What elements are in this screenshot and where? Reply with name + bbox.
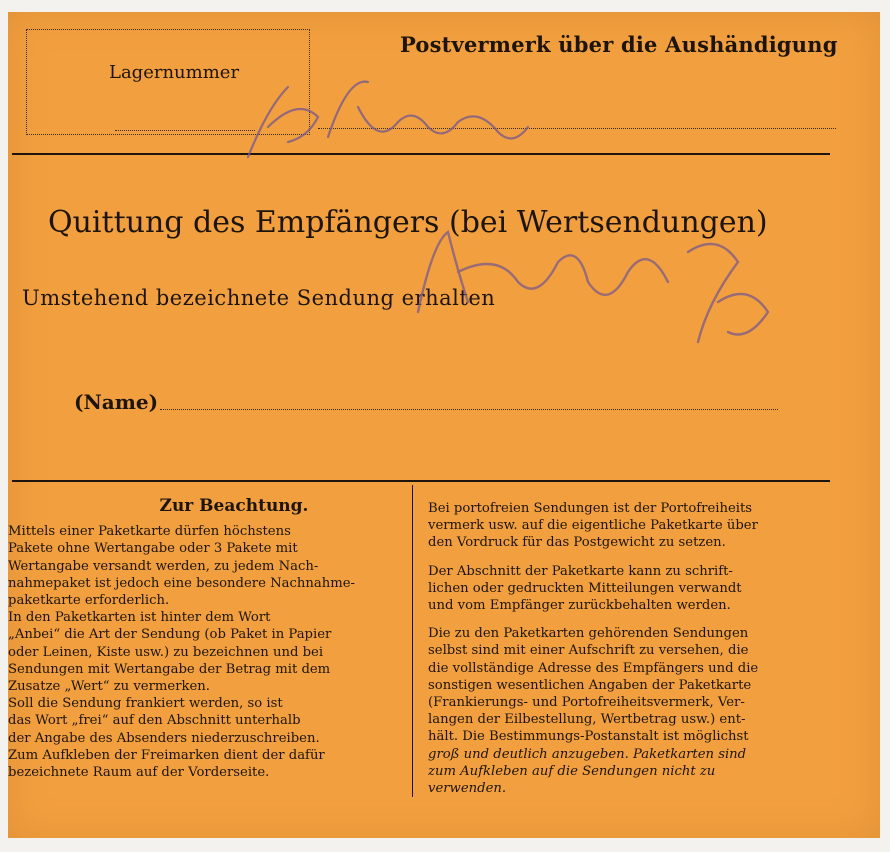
instruction-line: Pakete ohne Wertangabe oder 3 Pakete mit <box>8 541 298 557</box>
name-label: (Name) <box>74 390 159 414</box>
instruction-line: der Angabe des Absenders niederzuschreiben. <box>8 730 320 746</box>
receipt-statement: Umstehend bezeichnete Sendung erhalten <box>22 286 496 310</box>
note-line: Der Abschnitt der Paketkarte kann zu schrift- <box>428 563 733 579</box>
stub-note <box>428 563 838 615</box>
instruction-line: „Anbei“ die Art der Sendung (ob Paket in Papier <box>8 627 332 643</box>
instruction-line: nahmepaket ist jedoch eine besondere Nachnahme- <box>8 575 355 591</box>
storage-number-dotted-line <box>115 130 255 131</box>
delivery-note-dotted-line <box>318 128 836 129</box>
instruction-line: Zum Aufkleben der Freimarken dient der dafür <box>8 747 325 763</box>
note-line: verwenden. <box>428 781 507 797</box>
note-line: zum Aufkleben auf die Sendungen nicht zu <box>428 763 716 779</box>
note-line: die vollständige Adresse des Empfängers und die <box>428 660 759 676</box>
instruction-line: oder Leinen, Kiste usw.) zu bezeichnen und bei <box>8 644 324 660</box>
instruction-line: das Wort „frei“ auf den Abschnitt unterhalb <box>8 713 301 729</box>
note-line: Die zu den Paketkarten gehörenden Sendungen <box>428 626 749 642</box>
postage-free-note <box>428 500 838 552</box>
name-dotted-line <box>160 409 778 410</box>
note-line: vermerk usw. auf die eigentliche Paketkarte über <box>428 518 758 534</box>
parcel-card-back <box>8 12 880 838</box>
note-line: lichen oder gedruckten Mitteilungen verwandt <box>428 580 742 596</box>
lower-divider <box>12 480 830 482</box>
instructions-heading: Zur Beachtung. <box>159 496 309 516</box>
note-line: (Frankierungs- und Portofreiheitsvermerk, Ver- <box>428 695 745 711</box>
note-line: langen der Eilbestellung, Wertbetrag usw.) ent- <box>428 712 746 728</box>
instruction-line: Soll die Sendung frankiert werden, so ist <box>8 696 283 712</box>
storage-number-box <box>26 29 310 135</box>
storage-number-label: Lagernummer <box>109 62 240 83</box>
shipment-label-note <box>428 625 838 797</box>
receipt-title: Quittung des Empfängers (bei Wertsendungen) <box>48 205 768 240</box>
instructions-column <box>8 494 400 781</box>
instruction-line: Mittels einer Paketkarte dürfen höchstens <box>8 524 291 540</box>
note-line: den Vordruck für das Postgewicht zu setzen. <box>428 535 726 551</box>
instruction-line: In den Paketkarten ist hinter dem Wort <box>8 610 271 626</box>
note-line: Bei portofreien Sendungen ist der Portofreiheits <box>428 501 753 516</box>
note-line: sonstigen wesentlichen Angaben der Paketkarte <box>428 677 752 693</box>
upper-divider <box>12 153 830 155</box>
instruction-line: paketkarte erforderlich. <box>8 593 170 609</box>
note-line: groß und deutlich anzugeben. Paketkarten sind <box>428 746 747 762</box>
column-divider <box>412 485 413 797</box>
instruction-line: Sendungen mit Wertangabe der Betrag mit dem <box>8 661 331 677</box>
instruction-line: bezeichnete Raum auf der Vorderseite. <box>8 765 270 781</box>
instruction-line: Zusatze „Wert“ zu vermerken. <box>8 679 210 695</box>
instruction-line: Wertangabe versandt werden, zu jedem Nach- <box>8 558 319 574</box>
notes-column <box>428 500 838 808</box>
note-line: hält. Die Bestimmungs-Postanstalt ist möglichst <box>428 729 749 745</box>
note-line: selbst sind mit einer Aufschrift zu versehen, die <box>428 643 749 659</box>
delivery-note-heading: Postvermerk über die Aushändigung <box>400 32 838 57</box>
note-line: und vom Empfänger zurückbehalten werden. <box>428 598 731 614</box>
